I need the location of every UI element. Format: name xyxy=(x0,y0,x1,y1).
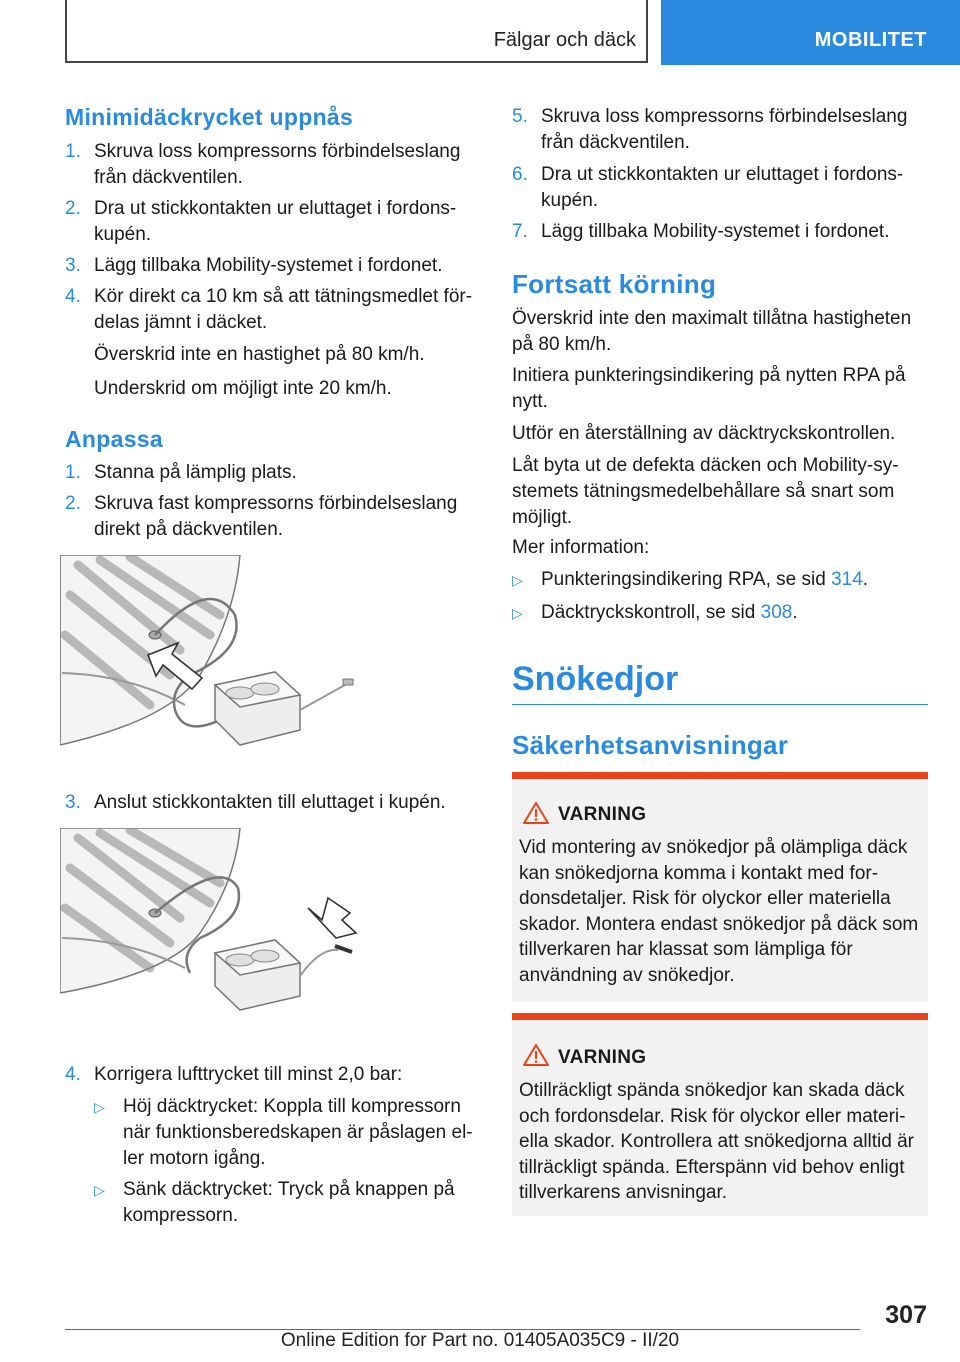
step-text: Kör direkt ca 10 km så att tätningsmedlet fördelas jämnt i däcket. xyxy=(94,286,473,333)
header-tab[interactable]: MOBILITET xyxy=(661,0,960,65)
warning-title: VARNING xyxy=(558,804,647,825)
step-number: 4. xyxy=(65,1064,81,1085)
list-item xyxy=(65,284,484,336)
warning-triangle-icon xyxy=(522,1043,550,1067)
figure-compressor-plug-in xyxy=(60,828,360,1018)
heading-snow-chains: Snökedjor xyxy=(512,660,679,698)
warning-body: Otillräckligt spända snökedjor kan skada däck och fordonsdelar. Risk för olyckor eller materiella skador. Kontrollera att snökedjorna alltid är tillräckligt spända. Efterspänn vid behov enligt tillverkarens anvisningar. xyxy=(519,1080,915,1203)
bullet-triangle-icon: ▷ xyxy=(512,572,523,588)
wheel-illustration xyxy=(60,555,240,745)
step-number: 5. xyxy=(512,106,528,127)
step-number: 3. xyxy=(65,255,81,276)
step-number: 4. xyxy=(65,286,81,307)
step-text: Skruva loss kompressorns förbindelseslang från däckventilen. xyxy=(94,141,461,188)
list-item xyxy=(512,104,926,156)
warning-box xyxy=(512,1013,928,1216)
step-number: 1. xyxy=(65,462,81,483)
page-link-314[interactable]: 314 xyxy=(831,569,863,590)
warning-body: Vid montering av snökedjor på olämpliga däck kan snökedjorna komma i kontakt med fordonsdetaljer. Risk för olyckor eller materiella skador. Montera endast snökedjor på däck som tillverkaren har klassat som lämpliga för användning av snökedjor. xyxy=(519,837,919,986)
list-item xyxy=(94,1094,483,1172)
step-number: 2. xyxy=(65,198,81,219)
ref-text: Punkteringsindikering RPA, se sid xyxy=(541,569,832,590)
step-text: Stanna på lämplig plats. xyxy=(94,462,297,483)
compressor-illustration xyxy=(215,672,353,745)
list-item xyxy=(65,790,484,816)
header-section-title: Fälgar och däck xyxy=(493,29,636,51)
ref-text: Däcktryckskontroll, se sid xyxy=(541,602,761,623)
arrow-icon xyxy=(308,898,356,938)
step-number: 7. xyxy=(512,221,528,242)
page-link-308[interactable]: 308 xyxy=(760,602,793,623)
list-item xyxy=(65,139,484,191)
paragraph: Utför en återställning av däcktryckskontrollen. xyxy=(512,423,896,444)
list-item xyxy=(65,460,484,486)
list-item xyxy=(65,253,484,279)
warning-triangle-icon xyxy=(522,801,550,825)
heading-rule xyxy=(512,704,928,705)
step-text: Lägg tillbaka Mobility-systemet i fordonet. xyxy=(94,255,443,276)
figure-compressor-connect-valve xyxy=(60,555,360,755)
list-item xyxy=(512,219,926,245)
list-item xyxy=(65,1062,484,1088)
list-item xyxy=(94,1177,483,1229)
step-text: Skruva loss kompressorns förbindelseslang från däckventilen. xyxy=(541,106,908,153)
step-text: Lägg tillbaka Mobility-systemet i fordonet. xyxy=(541,221,890,242)
heading-safety: Säkerhetsanvisningar xyxy=(512,730,789,760)
page-number: 307 xyxy=(885,1301,927,1329)
wheel-illustration xyxy=(60,828,240,993)
warning-title: VARNING xyxy=(558,1047,647,1068)
list-item xyxy=(512,567,926,593)
step-text: Anslut stickkontakten till eluttaget i kupén. xyxy=(94,792,446,813)
paragraph: Överskrid inte den maximalt tillåtna hastigheten på 80 km/h. xyxy=(512,308,912,355)
step-number: 2. xyxy=(65,493,81,514)
bullet-text: Höj däcktrycket: Koppla till kompressorn när funktionsberedskapen är påslagen eller motorn igång. xyxy=(123,1096,473,1169)
list-item xyxy=(65,196,484,248)
paragraph: Mer information: xyxy=(512,537,650,558)
compressor-illustration xyxy=(215,940,352,1010)
step-text: Korrigera lufttrycket till minst 2,0 bar: xyxy=(94,1064,403,1085)
step-number: 1. xyxy=(65,141,81,162)
bullet-triangle-icon: ▷ xyxy=(512,605,523,621)
footer-edition: Online Edition for Part no. 01405A035C9 - II/20 xyxy=(280,1330,680,1351)
step-text: Skruva fast kompressorns förbindelseslang direkt på däckventilen. xyxy=(94,493,458,540)
list-item xyxy=(512,600,926,626)
list-item xyxy=(65,491,484,543)
ref-end: . xyxy=(862,569,869,590)
step-number: 6. xyxy=(512,164,528,185)
step-number: 3. xyxy=(65,792,81,813)
note-speed-max: Överskrid inte en hastighet på 80 km/h. xyxy=(94,344,425,365)
ref-end: . xyxy=(792,602,798,623)
warning-box xyxy=(512,772,928,1002)
heading-adapt: Anpassa xyxy=(65,426,163,452)
heading-minimum-pressure: Minimidäckrycket uppnås xyxy=(65,104,354,130)
bullet-text: Sänk däcktrycket: Tryck på knappen på kompressorn. xyxy=(123,1179,455,1226)
paragraph: Initiera punkteringsindikering på nytten RPA på nytt. xyxy=(512,365,906,412)
bullet-triangle-icon: ▷ xyxy=(94,1099,105,1115)
note-speed-min: Underskrid om möjligt inte 20 km/h. xyxy=(94,378,392,399)
list-item xyxy=(512,162,926,214)
paragraph: Låt byta ut de defekta däcken och Mobility-systemets tätningsmedelbehållare så snart som möjligt. xyxy=(512,455,899,528)
step-text: Dra ut stickkontakten ur eluttaget i fordonskupén. xyxy=(541,164,904,211)
heading-continued-driving: Fortsatt körning xyxy=(512,269,717,299)
bullet-triangle-icon: ▷ xyxy=(94,1182,105,1198)
step-text: Dra ut stickkontakten ur eluttaget i fordonskupén. xyxy=(94,198,457,245)
